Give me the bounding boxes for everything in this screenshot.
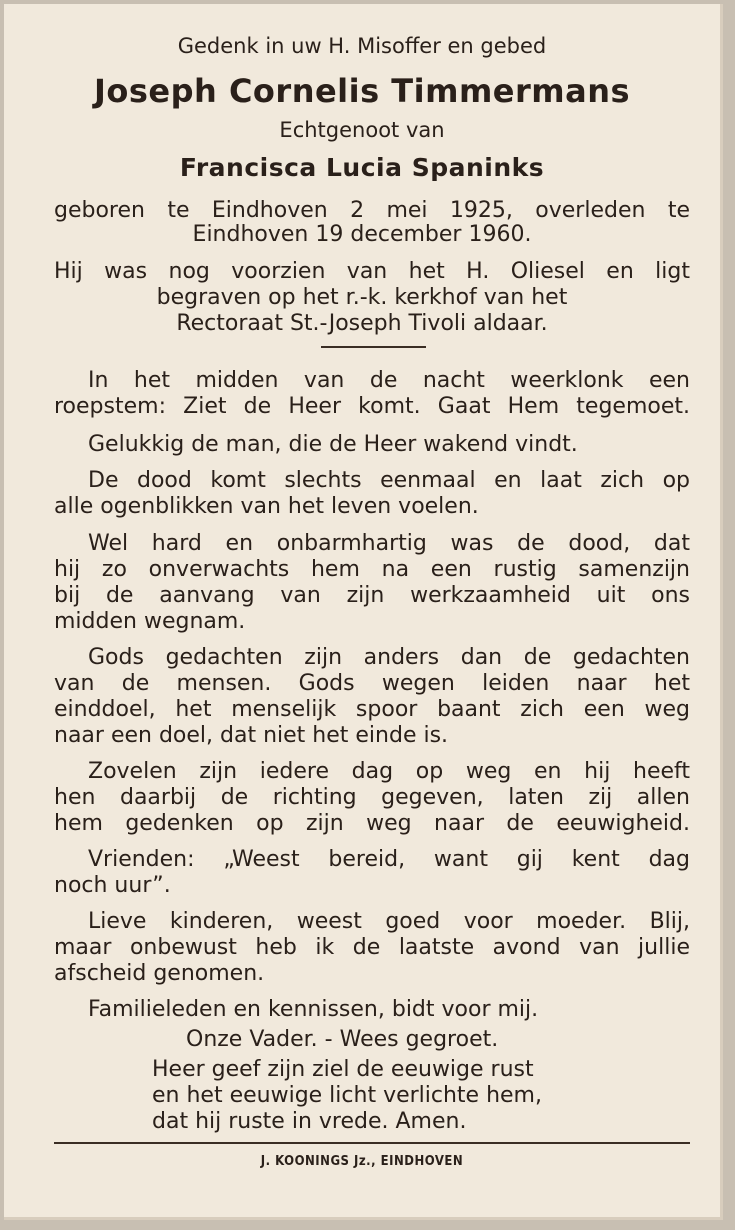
paragraph-line: Lieve kinderen, weest goed voor moeder. Blij, <box>88 909 690 934</box>
paragraph-line: Vrienden: „Weest bereid, want gij kent dag <box>88 847 690 872</box>
paragraph-line: midden wegnam. <box>54 609 246 634</box>
relation-line: Echtgenoot van <box>279 118 445 142</box>
family-line: Familieleden en kennissen, bidt voor mij. <box>88 997 539 1022</box>
paragraph-line: Gelukkig de man, die de Heer wakend vindt. <box>88 432 578 457</box>
verse-line: Heer geef zijn ziel de eeuwige rust <box>152 1057 534 1082</box>
paragraph-line: Gods gedachten zijn anders dan de gedachten <box>88 645 690 670</box>
prayers-line: Onze Vader. - Wees gegroet. <box>186 1027 499 1052</box>
paragraph-line: hen daarbij de richting gegeven, laten zij allen <box>54 785 690 810</box>
spouse-name: Francisca Lucia Spaninks <box>179 153 545 182</box>
bio-line: geboren te Eindhoven 2 mei 1925, overleden te <box>54 198 690 223</box>
divider <box>321 346 426 348</box>
bio-line: Hij was nog voorzien van het H. Oliesel en ligt <box>54 259 690 284</box>
paragraph-line: einddoel, het menselijk spoor baant zich een weg <box>54 697 690 722</box>
paragraph-line: roepstem: Ziet de Heer komt. Gaat Hem tegemoet. <box>54 394 690 419</box>
paragraph-line: hij zo onverwachts hem na een rustig samenzijn <box>54 557 690 582</box>
bio-line: Eindhoven 19 december 1960. <box>192 222 532 247</box>
paragraph-line: In het midden van de nacht weerklonk een <box>88 368 690 393</box>
bio-line: Rectoraat St.-Joseph Tivoli aldaar. <box>176 311 548 336</box>
printer-credit: J. KOONINGS Jz., EINDHOVEN <box>260 1154 464 1169</box>
paragraph-line: noch uur”. <box>54 873 171 898</box>
paragraph-line: Zovelen zijn iedere dag op weg en hij heeft <box>88 759 690 784</box>
intro-line: Gedenk in uw H. Misoffer en gebed <box>177 34 547 58</box>
paragraph-line: De dood komt slechts eenmaal en laat zich op <box>88 468 690 493</box>
bottom-divider <box>54 1142 690 1144</box>
deceased-name: Joseph Cornelis Timmermans <box>93 72 631 110</box>
paragraph-line: alle ogenblikken van het leven voelen. <box>54 494 479 519</box>
verse-line: dat hij ruste in vrede. Amen. <box>152 1109 467 1134</box>
paragraph-line: maar onbewust heb ik de laatste avond van jullie <box>54 935 690 960</box>
paragraph-line: afscheid genomen. <box>54 961 265 986</box>
paragraph-line: naar een doel, dat niet het einde is. <box>54 723 449 748</box>
paragraph-line: Wel hard en onbarmhartig was de dood, dat <box>88 531 690 556</box>
paragraph-line: van de mensen. Gods wegen leiden naar het <box>54 671 690 696</box>
paragraph-line: hem gedenken op zijn weg naar de eeuwigheid. <box>54 811 690 836</box>
bio-line: begraven op het r.-k. kerkhof van het <box>156 285 568 310</box>
memorial-card <box>4 4 723 1220</box>
verse-line: en het eeuwige licht verlichte hem, <box>152 1083 542 1108</box>
paragraph-line: bij de aanvang van zijn werkzaamheid uit ons <box>54 583 690 608</box>
